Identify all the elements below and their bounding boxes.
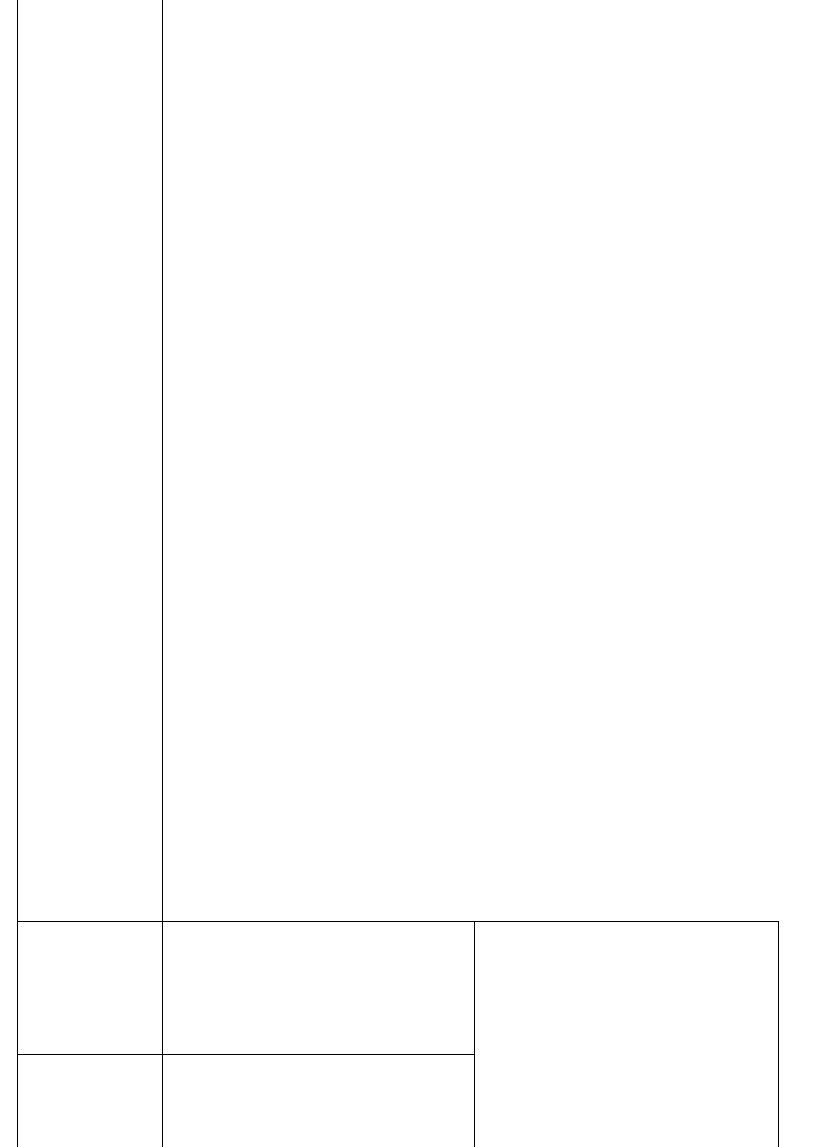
border-col1-bottom [162,921,163,1147]
border-col1-top [162,0,163,922]
border-row-divider-top [17,921,779,922]
border-left-top [17,0,18,922]
border-left-bottom [17,921,18,1147]
border-row-divider-mid [17,1054,475,1055]
border-col2-bottom [474,921,475,1147]
border-right-bottom [778,921,779,1147]
